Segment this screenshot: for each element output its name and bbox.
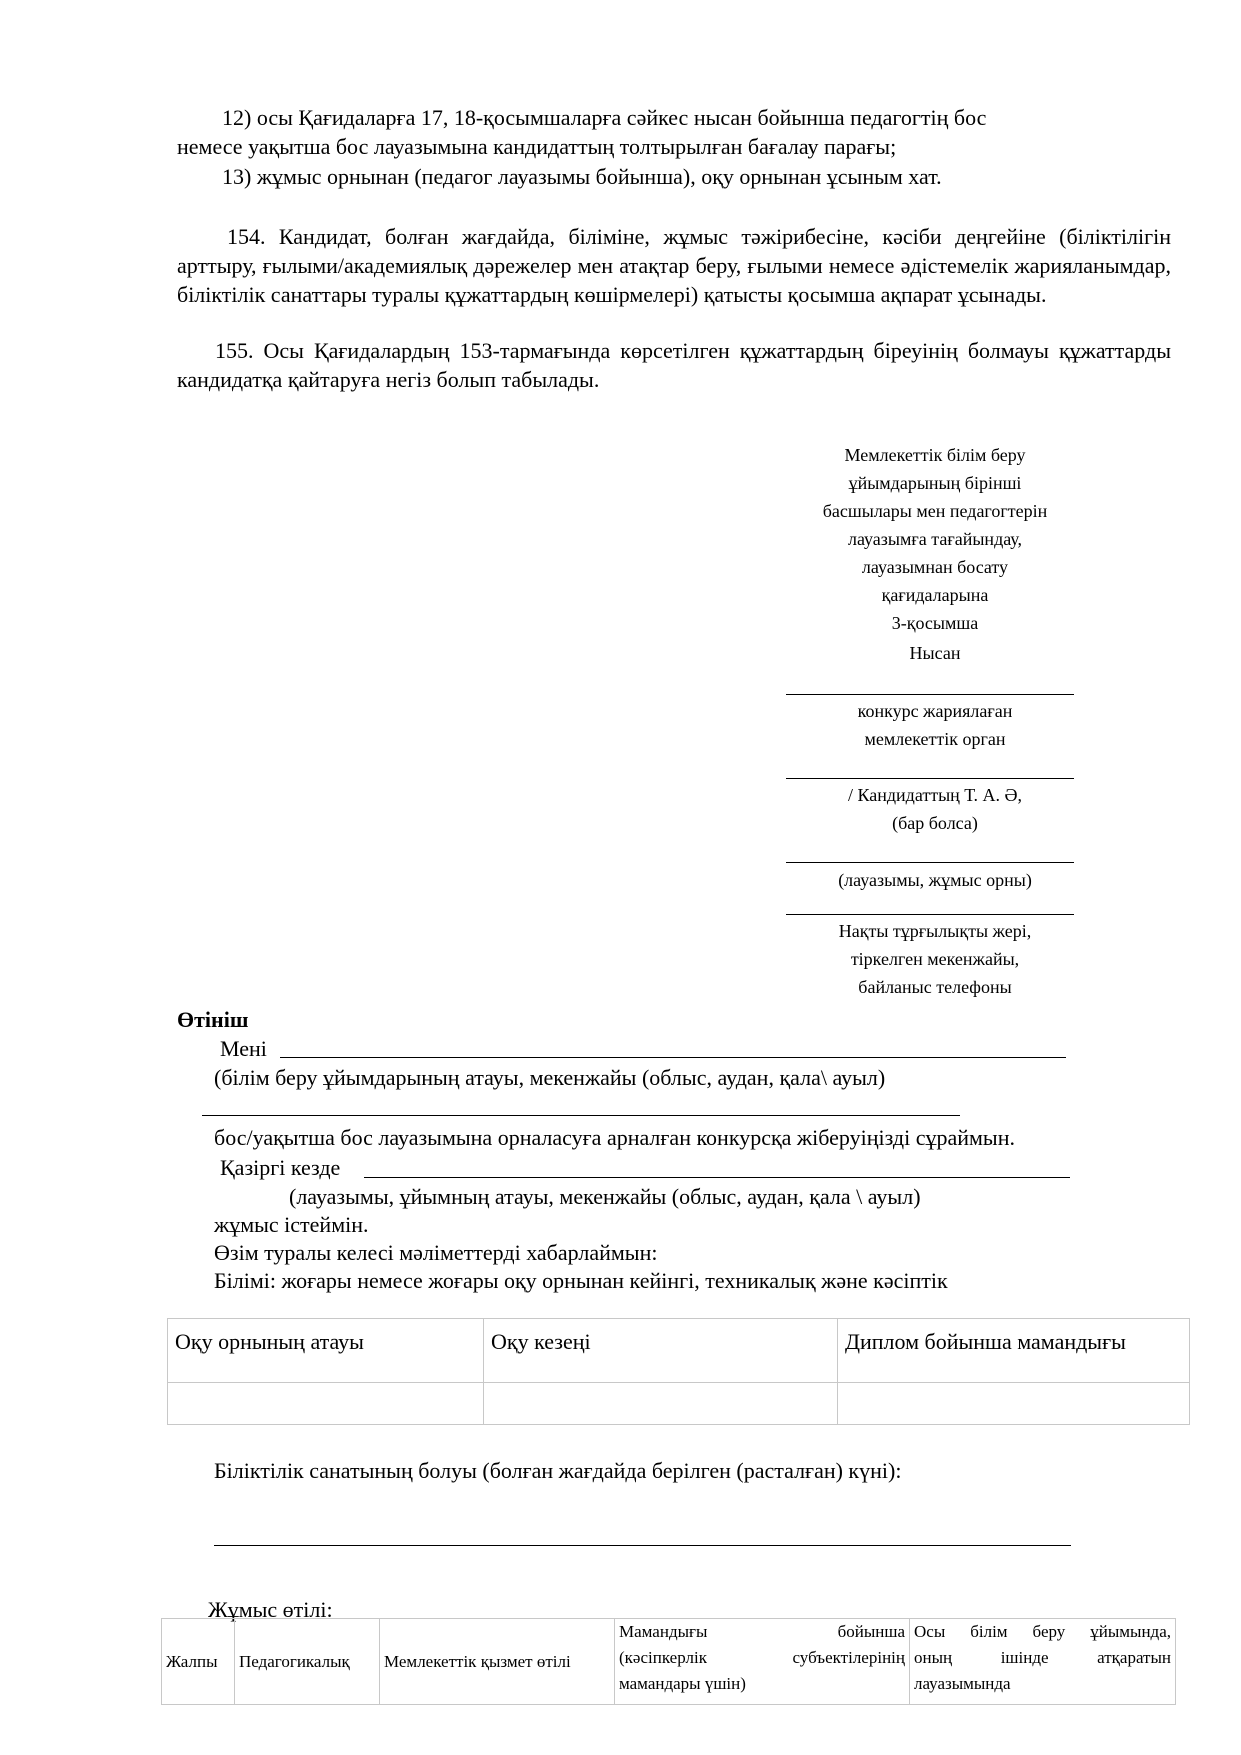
form-label: Нысан bbox=[909, 643, 961, 663]
position-field-line[interactable] bbox=[786, 862, 1074, 863]
organization-hint: (білім беру ұйымдарының атауы, мекенжайы (облыс, аудан, қала\ ауыл) bbox=[214, 1065, 886, 1090]
table-row bbox=[168, 1383, 1190, 1425]
organization-header-line: лауазымында bbox=[914, 1674, 1011, 1693]
specialty-header-line: мамандары үшін) bbox=[619, 1674, 746, 1693]
item13: 13) жұмыс орнынан (педагог лауазымы бойынша), оқу орнынан ұсыным хат. bbox=[222, 164, 942, 189]
organization-header-line: оның ішінде атқаратын bbox=[914, 1648, 1171, 1667]
authority-caption-line: конкурс жариялаған bbox=[857, 701, 1013, 721]
appendix-line: қағидаларына bbox=[881, 585, 989, 605]
education-cell-institution[interactable] bbox=[168, 1383, 484, 1425]
address-caption bbox=[770, 917, 1100, 1001]
current-hint: (лауазымы, ұйымның атауы, мекенжайы (облыс, аудан, қала \ ауыл) bbox=[289, 1184, 921, 1209]
authority-field-line[interactable] bbox=[786, 694, 1074, 695]
organization-field-line[interactable] bbox=[280, 1057, 1066, 1058]
appendix-header bbox=[770, 441, 1100, 637]
experience-label: Жұмыс өтілі: bbox=[208, 1597, 333, 1622]
name-field-line[interactable] bbox=[786, 778, 1074, 779]
appendix-line: лауазымға тағайындау, bbox=[847, 529, 1022, 549]
request-text: бос/уақытша бос лауазымына орналасуға арналған конкурсқа жіберуіңізді сұраймын. bbox=[214, 1125, 1015, 1150]
current-label: Қазіргі кезде bbox=[220, 1155, 341, 1180]
organization-header-line: Осы білім беру ұйымында, bbox=[914, 1622, 1171, 1641]
experience-header-civil-service: Мемлекеттік қызмет өтілі bbox=[380, 1619, 615, 1705]
paragraph-154-text: 154. Кандидат, болған жағдайда, біліміне, жұмыс тәжірибесіне, кәсіби деңгейіне (біліктілігін арттыру, ғылыми/академиялық дәрежелер мен атақтар беру, ғылыми немесе әдістемелік жарияланымдар, біліктілік санаттары туралы құжаттардың көшірмелері) қатысты қосымша ақпарат ұсынады. bbox=[177, 224, 1171, 307]
address-caption-line: тіркелген мекенжайы, bbox=[850, 949, 1020, 969]
item12-line2: немесе уақытша бос лауазымына кандидаттың толтырылған бағалау парағы; bbox=[177, 134, 897, 159]
current-position-field-line[interactable] bbox=[364, 1177, 1070, 1178]
application-title: Өтініш bbox=[177, 1007, 249, 1032]
name-caption bbox=[770, 781, 1100, 837]
appendix-line: 3-қосымша bbox=[891, 613, 979, 633]
specialty-header-line: (кәсіпкерлік субъектілерінің bbox=[619, 1648, 905, 1667]
work-text: жұмыс істеймін. bbox=[214, 1212, 369, 1237]
me-label: Мені bbox=[220, 1036, 267, 1061]
experience-header-specialty bbox=[615, 1619, 910, 1705]
info-text: Өзім туралы келесі мәліметтерді хабарлаймын: bbox=[214, 1240, 658, 1265]
table-header-row bbox=[162, 1619, 1176, 1705]
paragraph-155-text: 155. Осы Қағидалардың 153-тармағында көрсетілген құжаттардың біреуінің болмауы құжаттарды кандидатқа қайтаруға негіз болып табылады. bbox=[177, 338, 1171, 392]
authority-caption-line: мемлекеттік орган bbox=[864, 729, 1006, 749]
experience-table bbox=[161, 1618, 1176, 1705]
address-caption-line: байланыс телефоны bbox=[858, 977, 1012, 997]
appendix-line: басшылары мен педагогтерін bbox=[822, 501, 1048, 521]
paragraph-154 bbox=[177, 222, 1171, 309]
organization-field-line-2[interactable] bbox=[202, 1115, 960, 1116]
education-header-institution: Оқу орнының атауы bbox=[168, 1319, 484, 1383]
qualification-field-line[interactable] bbox=[214, 1545, 1071, 1546]
specialty-header-line: Мамандығы бойынша bbox=[619, 1622, 905, 1641]
qualification-label: Біліктілік санатының болуы (болған жағдайда берілген (расталған) күні): bbox=[214, 1458, 902, 1483]
position-caption: (лауазымы, жұмыс орны) bbox=[838, 870, 1032, 890]
appendix-line: лауазымнан босату bbox=[861, 557, 1009, 577]
education-text: Білімі: жоғары немесе жоғары оқу орнынан кейінгі, техникалық және кәсіптік bbox=[214, 1268, 948, 1293]
education-cell-period[interactable] bbox=[484, 1383, 838, 1425]
experience-header-organization bbox=[910, 1619, 1176, 1705]
address-field-line[interactable] bbox=[786, 914, 1074, 915]
experience-header-total: Жалпы bbox=[162, 1619, 235, 1705]
appendix-line: Мемлекеттік білім беру bbox=[844, 445, 1026, 465]
item12-line1: 12) осы Қағидаларға 17, 18-қосымшаларға сәйкес нысан бойынша педагогтің бос bbox=[222, 105, 987, 130]
education-table bbox=[167, 1318, 1190, 1425]
education-header-period: Оқу кезеңі bbox=[484, 1319, 838, 1383]
paragraph-155 bbox=[177, 336, 1171, 394]
name-caption-line: (бар болса) bbox=[892, 813, 978, 833]
appendix-line: ұйымдарының бірінші bbox=[848, 473, 1022, 493]
experience-header-pedagogical: Педагогикалық bbox=[235, 1619, 380, 1705]
table-header-row bbox=[168, 1319, 1190, 1383]
address-caption-line: Нақты тұрғылықты жері, bbox=[838, 921, 1032, 941]
education-cell-specialty[interactable] bbox=[838, 1383, 1190, 1425]
name-caption-line: / Кандидаттың Т. А. Ә, bbox=[847, 785, 1022, 805]
education-header-specialty: Диплом бойынша мамандығы bbox=[838, 1319, 1190, 1383]
authority-caption bbox=[770, 697, 1100, 753]
